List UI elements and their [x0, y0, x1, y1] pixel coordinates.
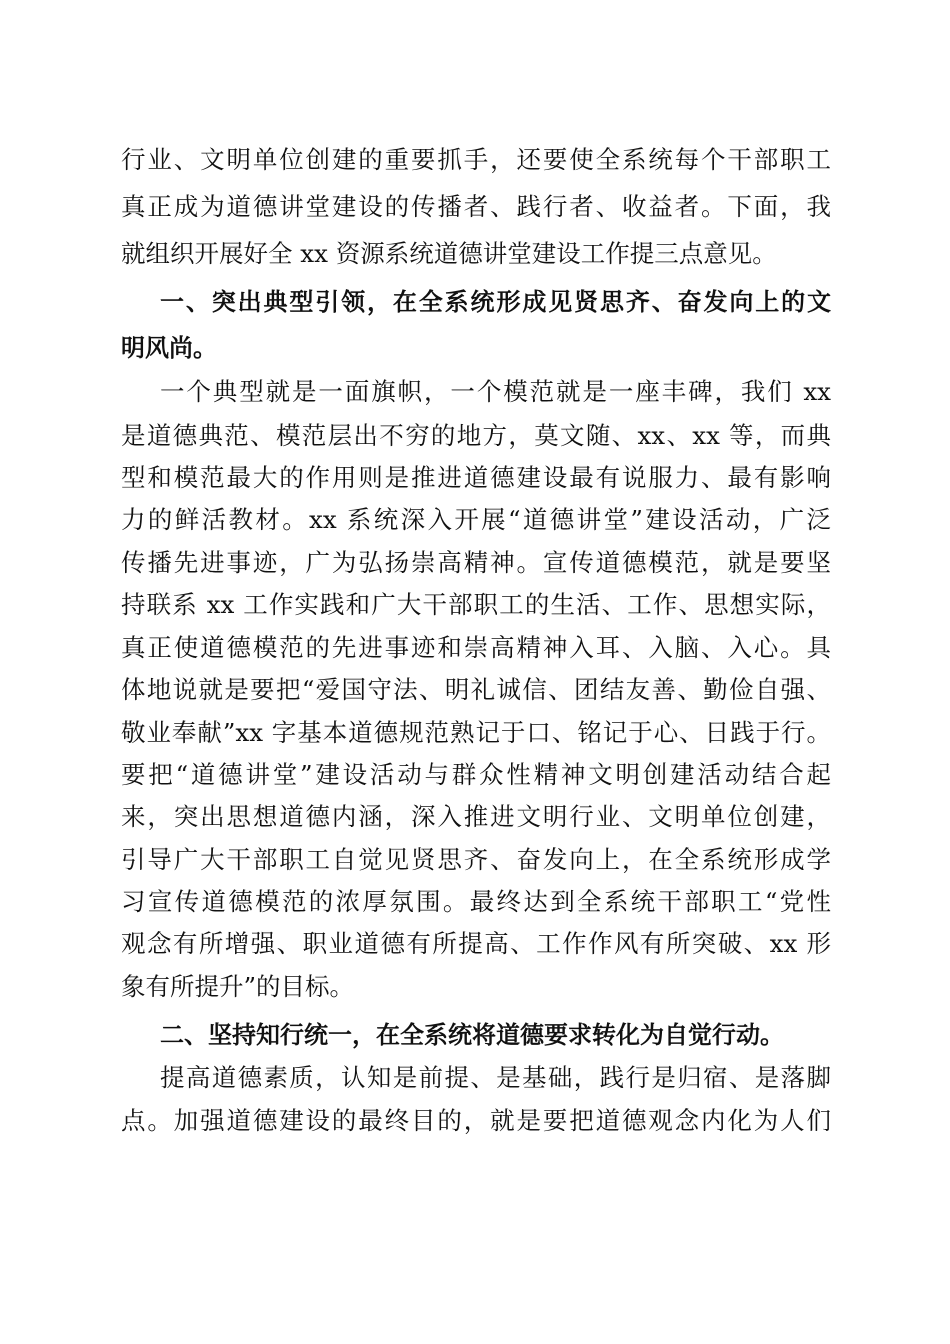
text-line-6: 一个典型就是一面旗帜，一个模范就是一座丰碑，我们 xx [160, 377, 831, 406]
text-line-19: 观念有所增强、职业道德有所提高、工作作风有所突破、xx 形 [121, 929, 831, 958]
text-line-8: 型和模范最大的作用则是推进道德建设最有说服力、最有影响 [121, 463, 831, 492]
section-heading-1: 一、突出典型引领，在全系统形成见贤思齐、奋发向上的文 [160, 288, 831, 316]
text-line-18: 习宣传道德模范的浓厚氛围。最终达到全系统干部职工“党性 [121, 887, 831, 916]
section-heading-2: 二、坚持知行统一，在全系统将道德要求转化为自觉行动。 [160, 1021, 784, 1049]
text-line-14: 敬业奉献”xx 字基本道德规范熟记于口、铭记于心、日践于行。 [121, 718, 831, 747]
section-heading-1-cont: 明风尚。 [121, 334, 217, 362]
text-line-22: 提高道德素质，认知是前提、是基础，践行是归宿、是落脚 [160, 1063, 831, 1092]
text-line-15: 要把“道德讲堂”建设活动与群众性精神文明创建活动结合起 [121, 760, 831, 789]
text-line-23: 点。加强道德建设的最终目的，就是要把道德观念内化为人们 [121, 1106, 831, 1135]
text-line-11: 持联系 xx 工作实践和广大干部职工的生活、工作、思想实际， [121, 590, 831, 619]
text-line-16: 来，突出思想道德内涵，深入推进文明行业、文明单位创建， [121, 802, 831, 831]
text-line-13: 体地说就是要把“爱国守法、明礼诚信、团结友善、勤俭自强、 [121, 675, 831, 704]
text-line-17: 引导广大干部职工自觉见贤思齐、奋发向上，在全系统形成学 [121, 845, 831, 874]
text-line-1: 行业、文明单位创建的重要抓手，还要使全系统每个干部职工 [121, 145, 831, 174]
text-line-2: 真正成为道德讲堂建设的传播者、践行者、收益者。下面，我 [121, 192, 831, 221]
text-line-7: 是道德典范、模范层出不穷的地方，莫文随、xx、xx 等，而典 [121, 421, 831, 450]
text-line-3: 就组织开展好全 xx 资源系统道德讲堂建设工作提三点意见。 [121, 239, 777, 268]
text-line-20: 象有所提升”的目标。 [121, 972, 355, 1001]
text-line-9: 力的鲜活教材。xx 系统深入开展“道德讲堂”建设活动，广泛 [121, 505, 831, 534]
text-line-12: 真正使道德模范的先进事迹和崇高精神入耳、入脑、入心。具 [121, 633, 831, 662]
text-line-10: 传播先进事迹，广为弘扬崇高精神。宣传道德模范，就是要坚 [121, 548, 831, 577]
